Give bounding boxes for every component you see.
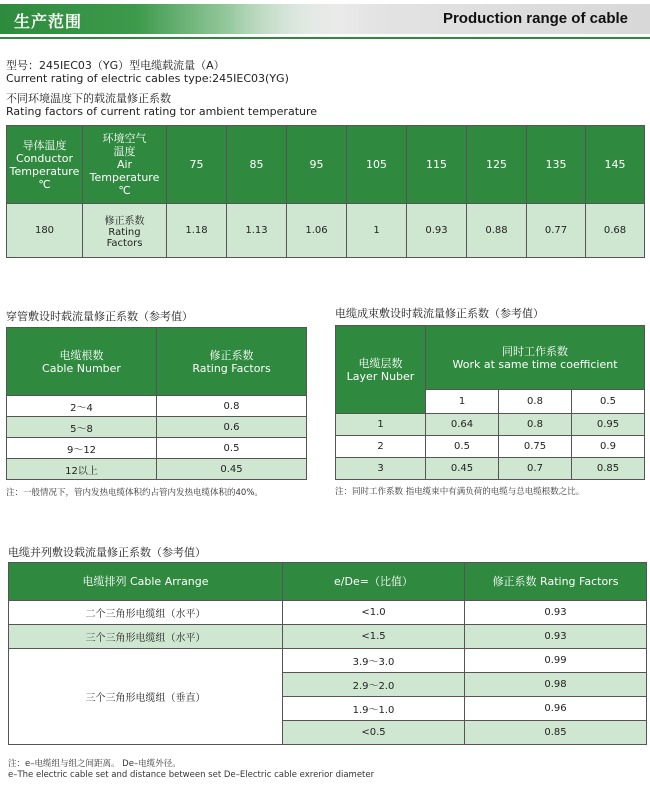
parallel-note-cn: 注：e–电缆组与组之间距离。 De–电缆外径。 (8, 759, 181, 769)
pipe-table-note: 注：一般情况下，管内发热电缆体积约占管内发热电缆体积的40%。 (6, 488, 263, 498)
factor-cell: 0.88 (467, 204, 527, 258)
ratio-cell: 3.9～3.0 (283, 649, 465, 673)
header-line: 环境空气 (102, 132, 147, 145)
factor-cell: 0.93 (465, 601, 647, 625)
header-line: 导体温度 (22, 138, 67, 152)
factor-cell: 0.93 (465, 625, 647, 649)
ratio-header: e/De=（比值） (283, 563, 465, 601)
ratio-cell: <1.0 (283, 601, 465, 625)
header-divider (0, 37, 650, 39)
arrange-cell: 二个三角形电缆组（水平） (9, 601, 283, 625)
factor-cell: 0.93 (407, 204, 467, 258)
coefficient-cell: 0.5 (426, 436, 499, 458)
rating-factor-cell: 0.45 (157, 459, 307, 480)
header-line: 电缆层数 (358, 356, 403, 370)
temp-header-cell: 95 (287, 126, 347, 204)
model-title-cn: 型号：245IEC03（YG）型电缆载流量（A） (6, 59, 225, 72)
temp-header-cell: 105 (347, 126, 407, 204)
cable-number-header (7, 328, 157, 396)
cable-arrange-header: 电缆排列 Cable Arrange (9, 563, 283, 601)
conductor-temp-value: 180 (7, 204, 83, 258)
label-line: Rating (108, 227, 141, 238)
rating-factor-label (83, 204, 167, 258)
factors-title-cn: 不同环境温度下的载流量修正系数 (6, 92, 171, 105)
coefficient-cell: 0.8 (499, 414, 572, 436)
header-line: Temperature (89, 171, 160, 184)
temp-header-cell: 125 (467, 126, 527, 204)
coefficient-cell: 0.85 (572, 458, 645, 480)
header-line: 电缆根数 (59, 348, 104, 362)
temp-header-cell: 75 (167, 126, 227, 204)
header-line: Cable Number (42, 361, 121, 375)
header-line: 同时工作系数 (502, 344, 568, 358)
factor-cell: 0.77 (527, 204, 586, 258)
header-line: ℃ (118, 184, 131, 197)
cable-number-cell: 9～12 (7, 438, 157, 459)
temp-header-cell: 115 (407, 126, 467, 204)
ratio-cell: 1.9～1.0 (283, 697, 465, 721)
cable-number-cell: 5～8 (7, 417, 157, 438)
coefficient-subheader: 0.8 (499, 390, 572, 414)
factor-cell: 0.68 (586, 204, 645, 258)
ratio-cell: <0.5 (283, 721, 465, 745)
layer-cell: 2 (336, 436, 426, 458)
factor-cell: 0.96 (465, 697, 647, 721)
rating-factors-header: 修正系数 Rating Factors (465, 563, 647, 601)
temp-header-cell: 135 (527, 126, 586, 204)
parallel-factor-table (8, 562, 647, 745)
factor-cell: 1.06 (287, 204, 347, 258)
coefficient-subheader: 0.5 (572, 390, 645, 414)
conductor-temp-header (7, 126, 83, 204)
arrange-cell: 三个三角形电缆组（水平） (9, 625, 283, 649)
model-title-en: Current rating of electric cables type:245IEC03(YG) (6, 72, 289, 85)
layer-cell: 3 (336, 458, 426, 480)
parallel-table-title: 电缆并列敷设载流量修正系数（参考值） (8, 546, 206, 559)
factor-cell: 0.98 (465, 673, 647, 697)
header-line: Air (116, 158, 133, 171)
header-line: 修正系数 (209, 348, 254, 362)
factor-cell: 0.85 (465, 721, 647, 745)
header-line: Rating Factors (192, 361, 271, 375)
bundle-table-note: 注：同时工作系数 指电缆束中有满负荷的电缆与总电缆根数之比。 (335, 487, 585, 497)
header-line: Temperature (9, 164, 80, 178)
coefficient-cell: 0.64 (426, 414, 499, 436)
pipe-factor-table (6, 327, 307, 480)
coefficient-cell: 0.95 (572, 414, 645, 436)
header-line: Work at same time coefficient (452, 357, 618, 371)
temperature-factor-table (6, 125, 645, 258)
arrange-cell-vertical: 三个三角形电缆组（垂直） (9, 649, 283, 745)
coefficient-cell: 0.75 (499, 436, 572, 458)
rating-factor-cell: 0.6 (157, 417, 307, 438)
factor-cell: 1.13 (227, 204, 287, 258)
header-line: Layer Nuber (346, 369, 415, 383)
factor-cell: 1.18 (167, 204, 227, 258)
header-line: 温度 (113, 145, 136, 158)
label-line: Factors (106, 238, 143, 249)
ratio-cell: 2.9～2.0 (283, 673, 465, 697)
pipe-table-title: 穿管敷设时载流量修正系数（参考值） (6, 310, 193, 323)
parallel-note-en: e–The electric cable set and distance between set De–Electric cable exrerior diameter (8, 770, 375, 780)
rating-factors-header (157, 328, 307, 396)
bundle-table-title: 电缆成束敷设时载流量修正系数（参考值） (335, 307, 544, 320)
coefficient-cell: 0.9 (572, 436, 645, 458)
header-line: Conductor (16, 151, 73, 165)
rating-factor-cell: 0.8 (157, 396, 307, 417)
layer-number-header (336, 326, 426, 414)
air-temp-header (83, 126, 167, 204)
layer-cell: 1 (336, 414, 426, 436)
bundle-factor-table (335, 325, 645, 480)
temp-header-cell: 85 (227, 126, 287, 204)
factor-cell: 1 (347, 204, 407, 258)
rating-factor-cell: 0.5 (157, 438, 307, 459)
header-title-en: Production range of cable (442, 10, 628, 27)
coefficient-cell: 0.7 (499, 458, 572, 480)
factors-title-en: Rating factors of current rating tor ambient temperature (6, 105, 318, 118)
header-grey-band (230, 4, 650, 34)
header-line: ℃ (38, 177, 51, 191)
factor-cell: 0.99 (465, 649, 647, 673)
cable-number-cell: 2～4 (7, 396, 157, 417)
header-title-cn: 生产范围 (14, 12, 83, 31)
label-line: 修正系数 (104, 216, 145, 227)
cable-number-cell: 12以上 (7, 459, 157, 480)
ratio-cell: <1.5 (283, 625, 465, 649)
page-header (0, 0, 650, 40)
temp-header-cell: 145 (586, 126, 645, 204)
coefficient-subheader: 1 (426, 390, 499, 414)
coefficient-cell: 0.45 (426, 458, 499, 480)
coefficient-header (426, 326, 645, 390)
